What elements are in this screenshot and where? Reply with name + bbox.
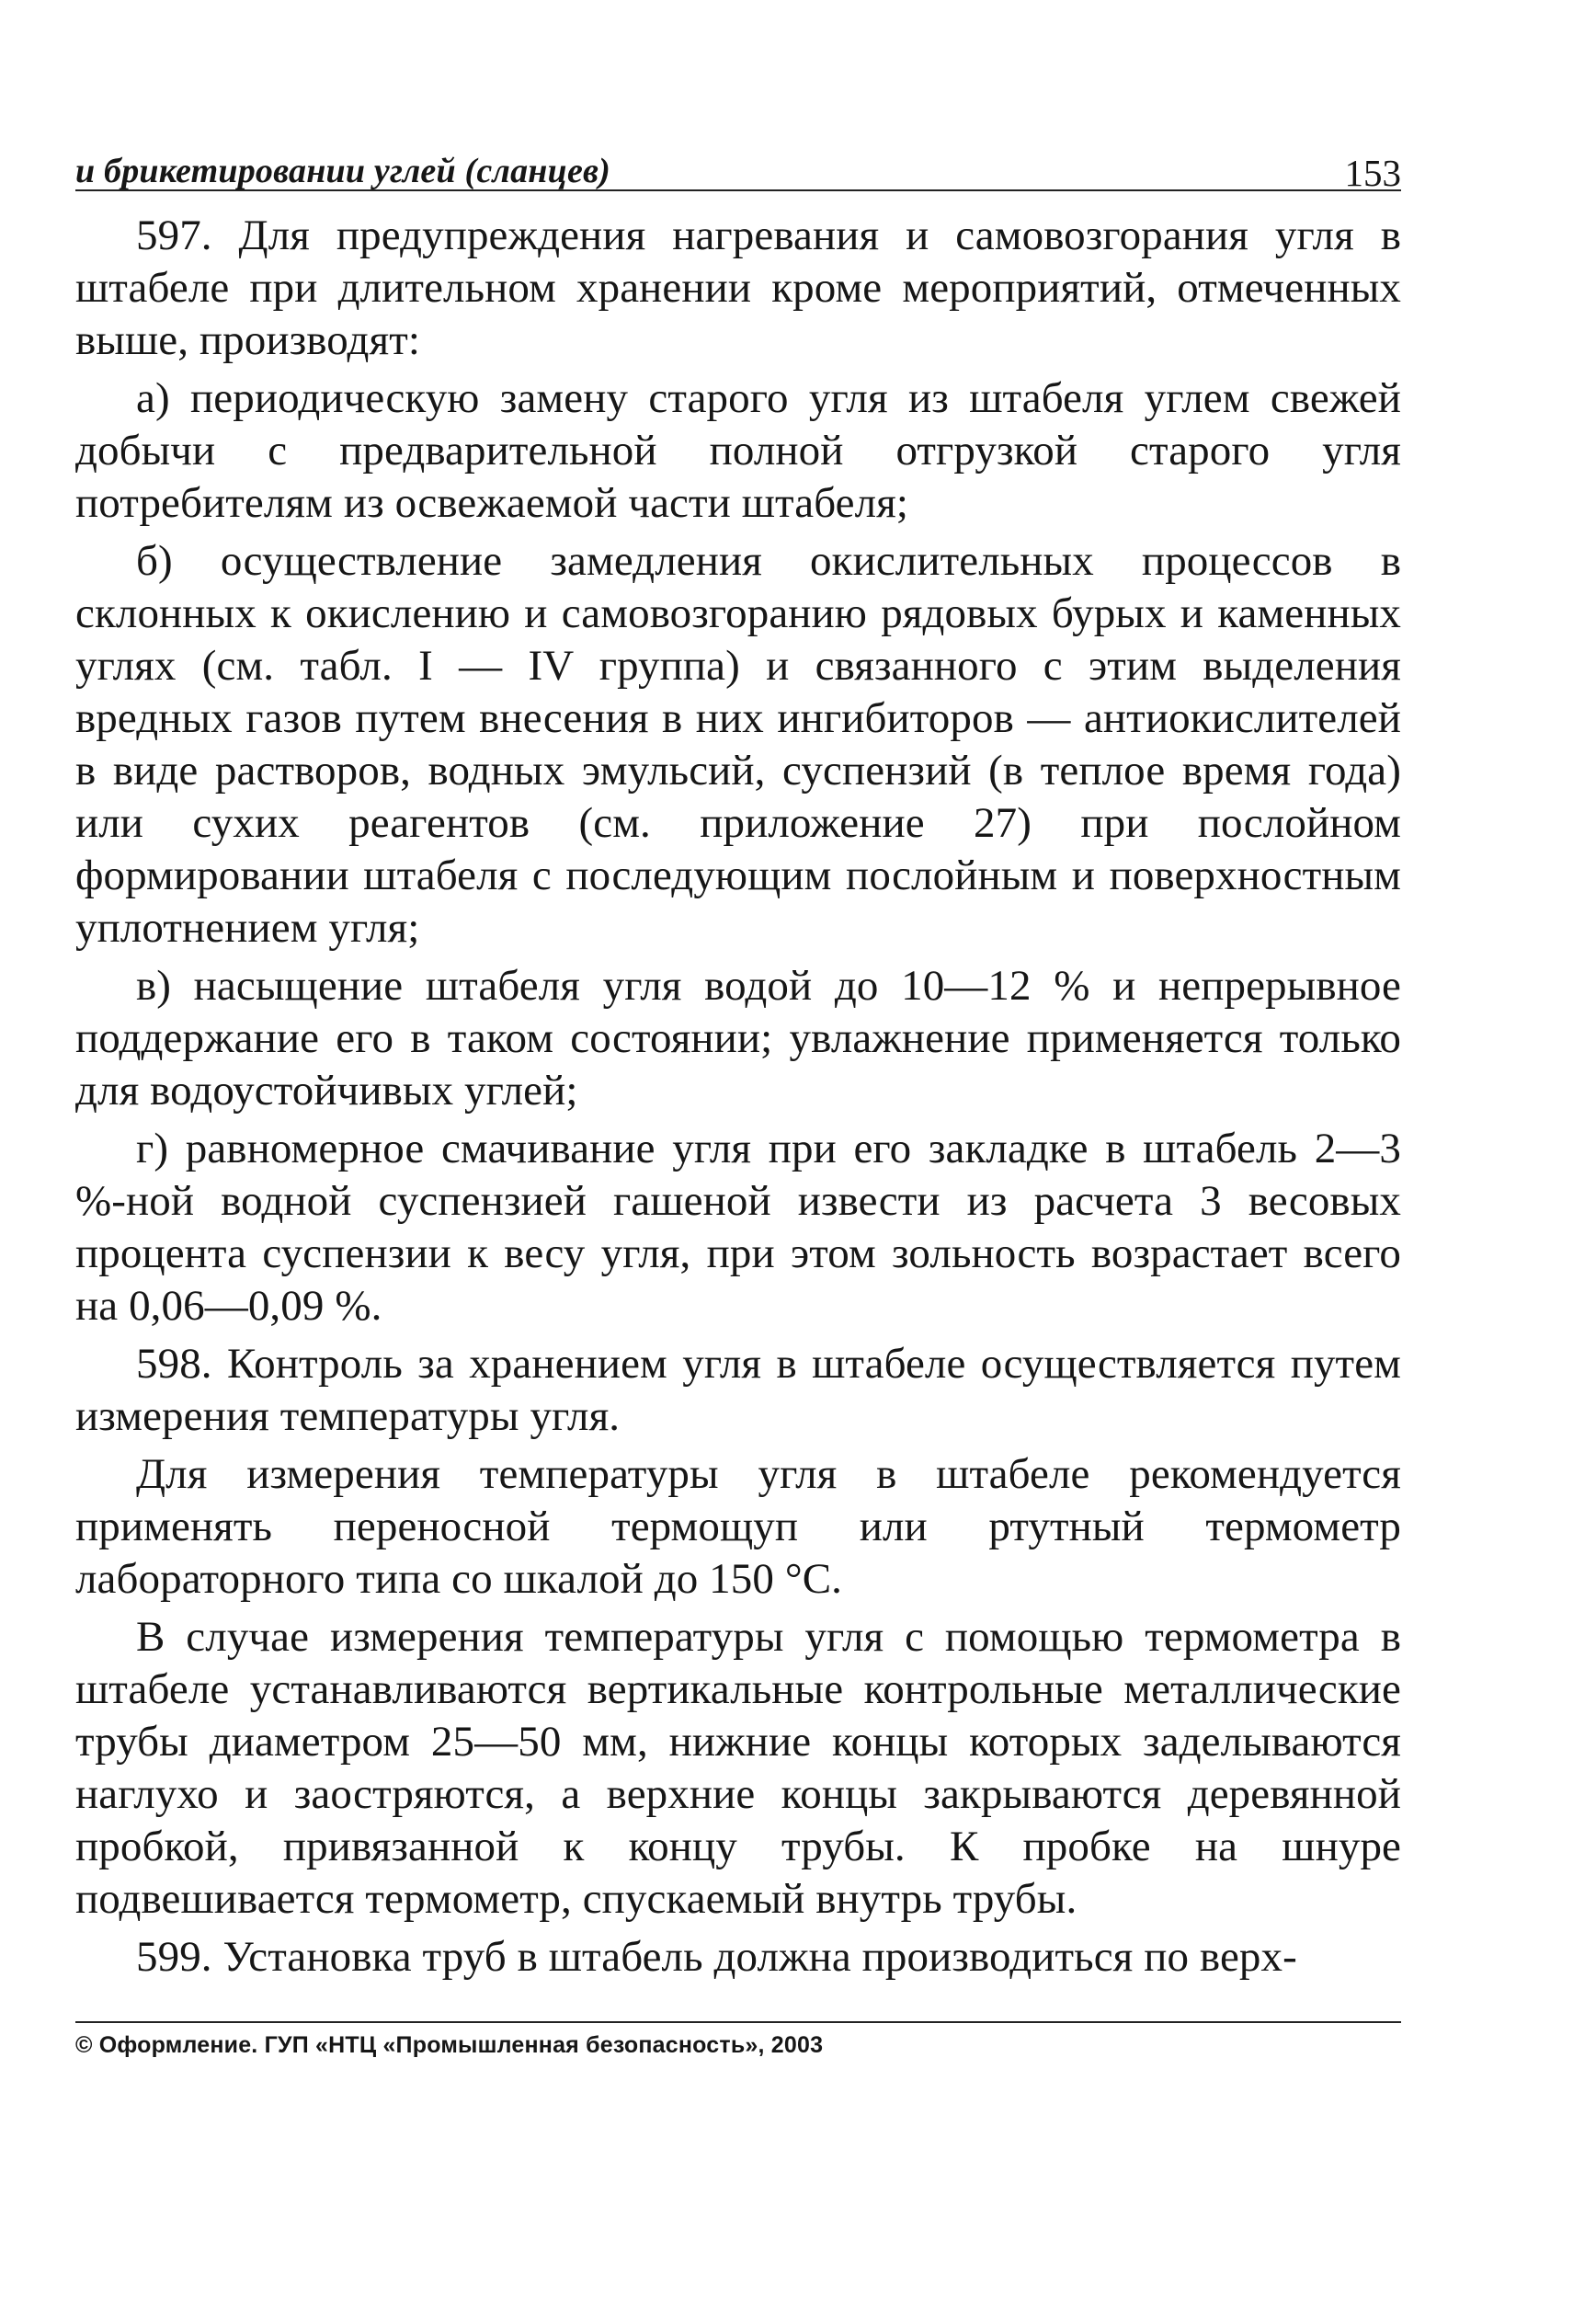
- header-rule: [75, 189, 1401, 191]
- paragraph-item-b: б) осуществление замедления окислительных процессов в склонных к окислению и самовозгоранию рядовых бурых и каменных углях (см. табл. I — IV группа) и связанного с этим выделения вредных газов путем внесения в них ингибиторов — антиокислителей в виде растворов, водных эмульсий, суспензий (в теплое время года) или сухих реагентов (см. приложение 27) при послойном формировании штабеля с последующим послойным и поверхностным уплотнением угля;: [75, 537, 1401, 952]
- running-title: и брикетировании углей (сланцев): [75, 152, 611, 190]
- footer-copyright: © Оформление. ГУП «НТЦ «Промышленная безопасность», 2003: [75, 2032, 824, 2058]
- paragraph-598: 598. Контроль за хранением угля в штабеле осуществляется путем измерения температуры угля.: [75, 1340, 1401, 1440]
- document-page: [75, 134, 1401, 1984]
- paragraph-item-v: в) насыщение штабеля угля водой до 10—12 % и непрерывное поддержание его в таком состоянии; увлажнение применяется только для водоустойчивых углей;: [75, 962, 1401, 1115]
- paragraph-599: 599. Установка труб в штабель должна производиться по верх-: [136, 1933, 1297, 1981]
- paragraph-measurement: Для измерения температуры угля в штабеле рекомендуется применять переносной термощуп или ртутный термометр лабораторного типа со шкалой до 150 °С.: [75, 1450, 1401, 1603]
- running-header: [75, 134, 1401, 193]
- paragraph-item-a: а) периодическую замену старого угля из штабеля углем свежей добычи с предварительной полной отгрузкой старого угля потребителям из освежаемой части штабеля;: [75, 374, 1401, 527]
- paragraph-597: 597. Для предупреждения нагревания и самовозгорания угля в штабеле при длительном хранении кроме мероприятий, отмеченных выше, производят:: [75, 212, 1401, 364]
- paragraph-item-g: г) равномерное смачивание угля при его закладке в штабель 2—3 %-ной водной суспензией гашеной извести из расчета 3 весовых процента суспензии к весу угля, при этом зольность возрастает всего на 0,06—0,09 %.: [75, 1125, 1401, 1330]
- footer-rule: [75, 2021, 1401, 2023]
- paragraph-thermometer: В случае измерения температуры угля с помощью термометра в штабеле устанавливаются вертикальные контрольные металлические трубы диаметром 25—50 мм, нижние концы которых заделываются наглухо и заостряются, а верхние концы закрываются деревянной пробкой, привязанной к концу трубы. К пробке на шнуре подвешивается термометр, спускаемый внутрь трубы.: [75, 1613, 1401, 1923]
- page-number: 153: [1344, 152, 1401, 194]
- body-text: [75, 210, 1401, 1984]
